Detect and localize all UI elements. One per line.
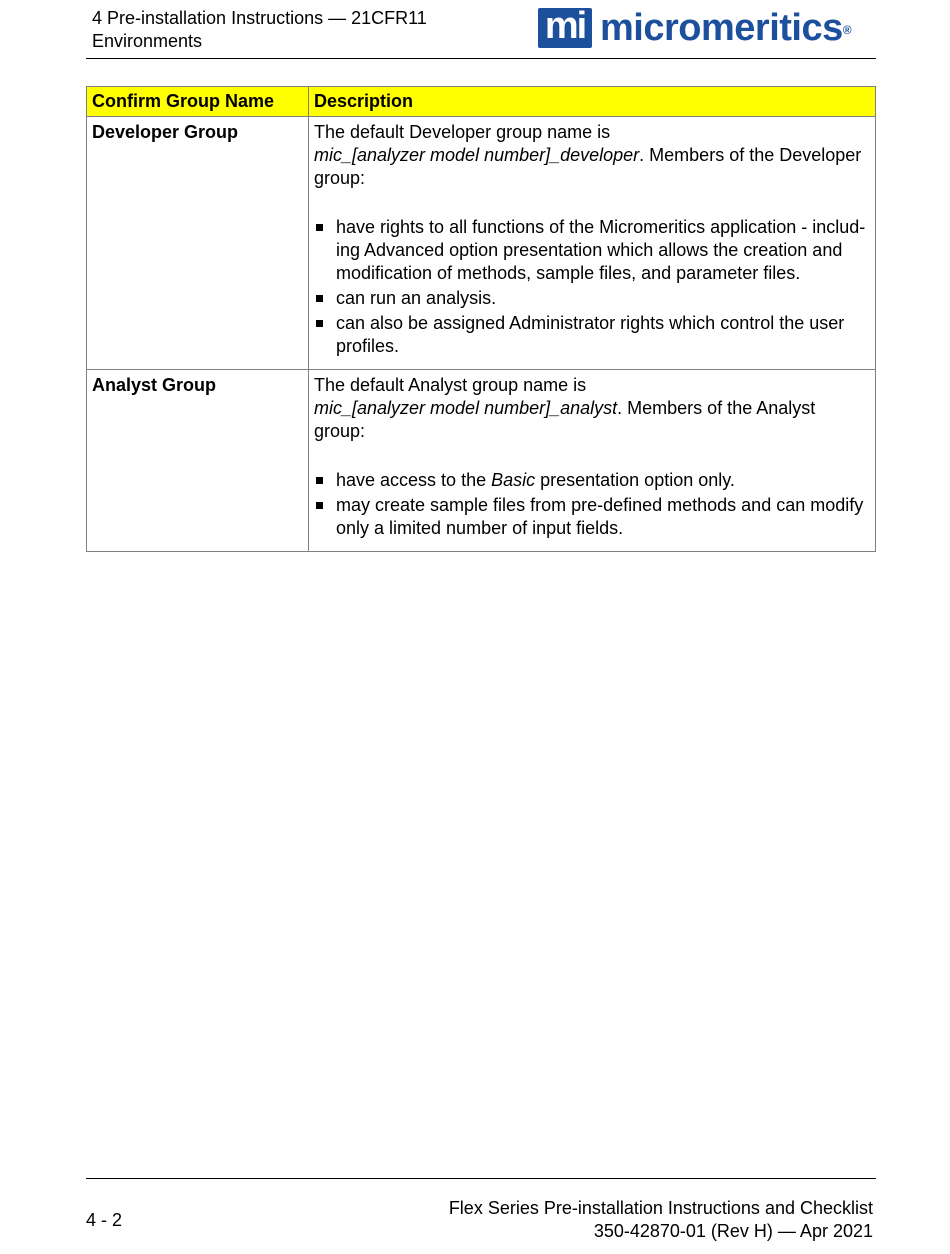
square-bullet-icon (316, 295, 323, 302)
list-item-text: can run an analysis. (336, 288, 497, 308)
header-rule (86, 58, 876, 59)
list-item (314, 287, 869, 310)
table-row (87, 117, 876, 370)
list-item (314, 216, 869, 285)
section-title-line2: Environments (92, 31, 203, 51)
square-bullet-icon (316, 320, 323, 327)
basic-option-term: Basic (491, 470, 536, 490)
group-default-name: mic_[analyzer model number]_analyst (314, 398, 618, 418)
footer-rule (86, 1178, 876, 1179)
list-item-text: can also be assigned Administrator rights which control the user profiles. (336, 313, 845, 356)
bullet-list (314, 216, 869, 358)
column-header-description: Description (309, 87, 876, 117)
list-item (314, 469, 869, 492)
list-item (314, 312, 869, 358)
list-item-text: may create sample files from pre-defined methods and can modify only a limited number of input fields. (336, 495, 864, 538)
logo-wordmark (600, 8, 851, 48)
square-bullet-icon (316, 502, 323, 509)
intro-text: The default Developer group name is (314, 122, 611, 142)
footer-doc-info (449, 1197, 873, 1243)
bullet-list (314, 469, 869, 540)
group-description-analyst (309, 370, 876, 552)
description-intro (314, 374, 869, 443)
list-item-text-end: presentation option only. (535, 470, 735, 490)
micromeritics-logo (538, 5, 852, 49)
intro-text-end: . Members of the Developer group: (314, 145, 862, 188)
group-default-name: mic_[analyzer model number]_developer (314, 145, 640, 165)
table-header-row (87, 87, 876, 117)
registered-mark: ® (842, 23, 852, 37)
square-bullet-icon (316, 477, 323, 484)
group-name-developer: Developer Group (87, 117, 309, 370)
table-row (87, 370, 876, 552)
group-table (86, 86, 876, 552)
logo-mark-icon (538, 5, 592, 48)
intro-text: The default Analyst group name is (314, 375, 587, 395)
description-intro (314, 121, 869, 190)
column-header-group-name: Confirm Group Name (87, 87, 309, 117)
list-item-text: have rights to all functions of the Micromeritics application - includ-ing Advanced option presentation which allows the creation and modification of methods, sample files, and parameter files. (336, 217, 866, 283)
group-name-analyst: Analyst Group (87, 370, 309, 552)
section-title-line1: 4 Pre-installation Instructions — 21CFR11 (92, 8, 427, 28)
group-description-developer (309, 117, 876, 370)
footer-doc-title: Flex Series Pre-installation Instructions and Checklist (448, 1198, 873, 1218)
square-bullet-icon (316, 224, 323, 231)
intro-text-end: . Members of the Analyst group: (314, 398, 816, 441)
logo-mark-letters: mi (544, 5, 586, 47)
list-item (314, 494, 869, 540)
page-number: 4 - 2 (86, 1210, 123, 1230)
list-item-text: have access to the (336, 470, 492, 490)
section-title (92, 7, 427, 53)
logo-wordmark-text: micromeritics (600, 7, 843, 49)
footer-doc-number: 350-42870-01 (Rev H) — Apr 2021 (593, 1221, 873, 1241)
